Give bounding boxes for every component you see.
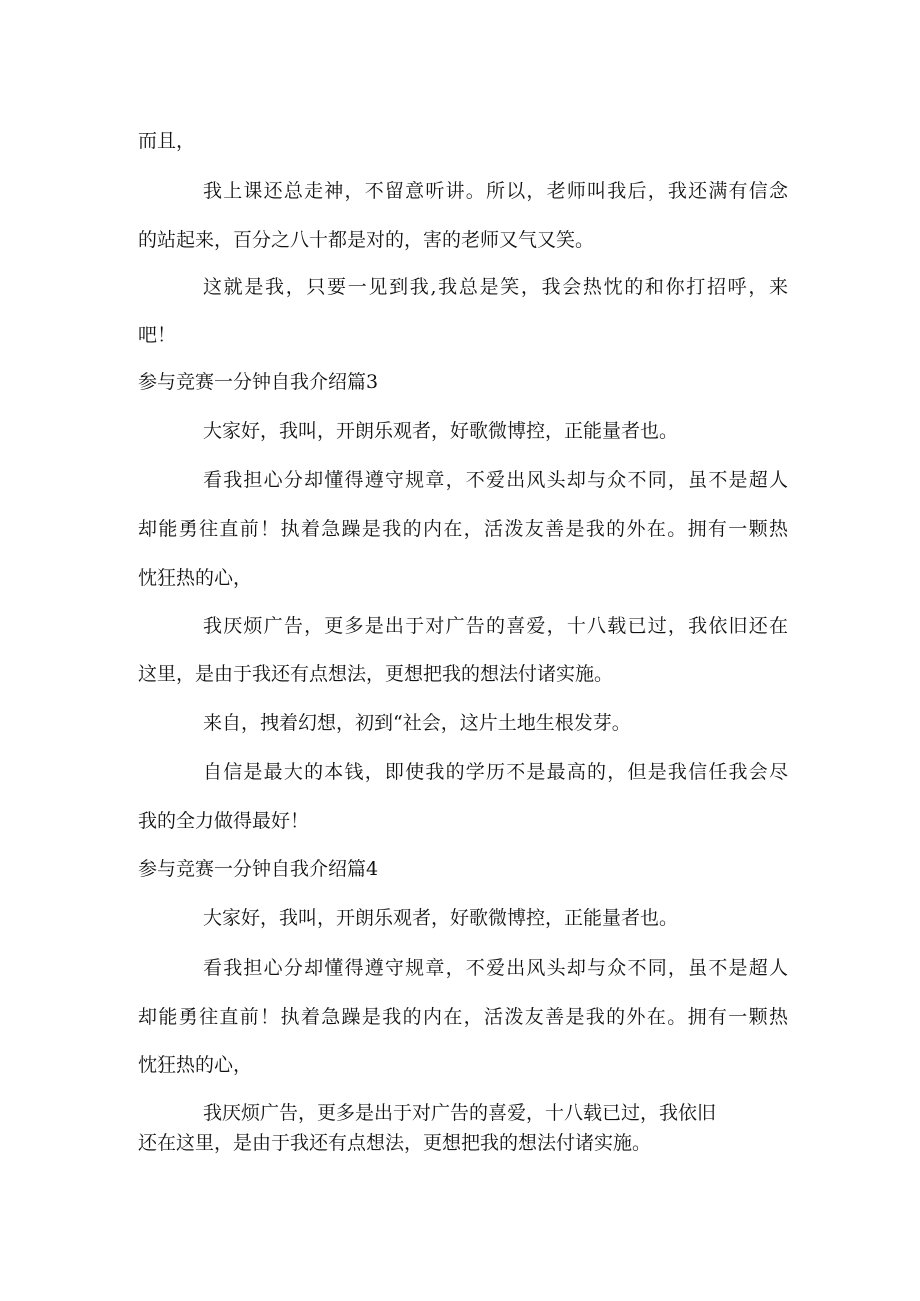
- paragraph-line: 大家好，我叫，开朗乐观者，好歌微博控，正能量者也。: [203, 420, 679, 442]
- paragraph-line: 这就是我，只要一见到我,我总是笑，我会热忱的和你打招呼，来: [203, 276, 788, 298]
- text-line: 吧！: [138, 324, 177, 346]
- text-line: 这里，是由于我还有点想法，更想把我的想法付诸实施。: [138, 663, 614, 685]
- paragraph-line: 看我担心分却懂得遵守规章，不爱出风头却与众不同，虽不是超人: [203, 469, 788, 491]
- paragraph-line: 我上课还总走神，不留意听讲。所以，老师叫我后，我还满有信念: [203, 180, 788, 202]
- section-heading: 参与竞赛一分钟自我介绍篇4: [138, 858, 379, 880]
- paragraph-line: 我厌烦广告，更多是出于对广告的喜爱，十八载已过，我依旧: [203, 1102, 717, 1124]
- text-line: 却能勇往直前！执着急躁是我的内在，活泼友善是我的外在。拥有一颗热: [138, 1006, 788, 1028]
- paragraph-line: 自信是最大的本钱，即使我的学历不是最高的，但是我信任我会尽: [203, 761, 788, 783]
- paragraph-line: 我厌烦广告，更多是出于对广告的喜爱，十八载已过，我依旧还在: [203, 615, 788, 637]
- text-line: 还在这里，是由于我还有点想法，更想把我的想法付诸实施。: [138, 1132, 652, 1154]
- text-line: 忱狂热的心，: [138, 567, 253, 589]
- section-heading: 参与竞赛一分钟自我介绍篇3: [138, 371, 379, 393]
- text-line: 忱狂热的心，: [138, 1054, 253, 1076]
- paragraph-line: 看我担心分却懂得遵守规章，不爱出风头却与众不同，虽不是超人: [203, 957, 788, 979]
- paragraph-line: 来自，拽着幻想，初到“社会，这片土地生根发芽。: [203, 712, 631, 734]
- text-line: 我的全力做得最好！: [138, 810, 310, 832]
- text-line: 却能勇往直前！执着急躁是我的内在，活泼友善是我的外在。拥有一颗热: [138, 518, 788, 540]
- text-line: 的站起来，百分之八十都是对的，害的老师又气又笑。: [138, 229, 595, 251]
- text-line: 而且，: [138, 130, 196, 152]
- paragraph-line: 大家好，我叫，开朗乐观者，好歌微博控，正能量者也。: [203, 907, 679, 929]
